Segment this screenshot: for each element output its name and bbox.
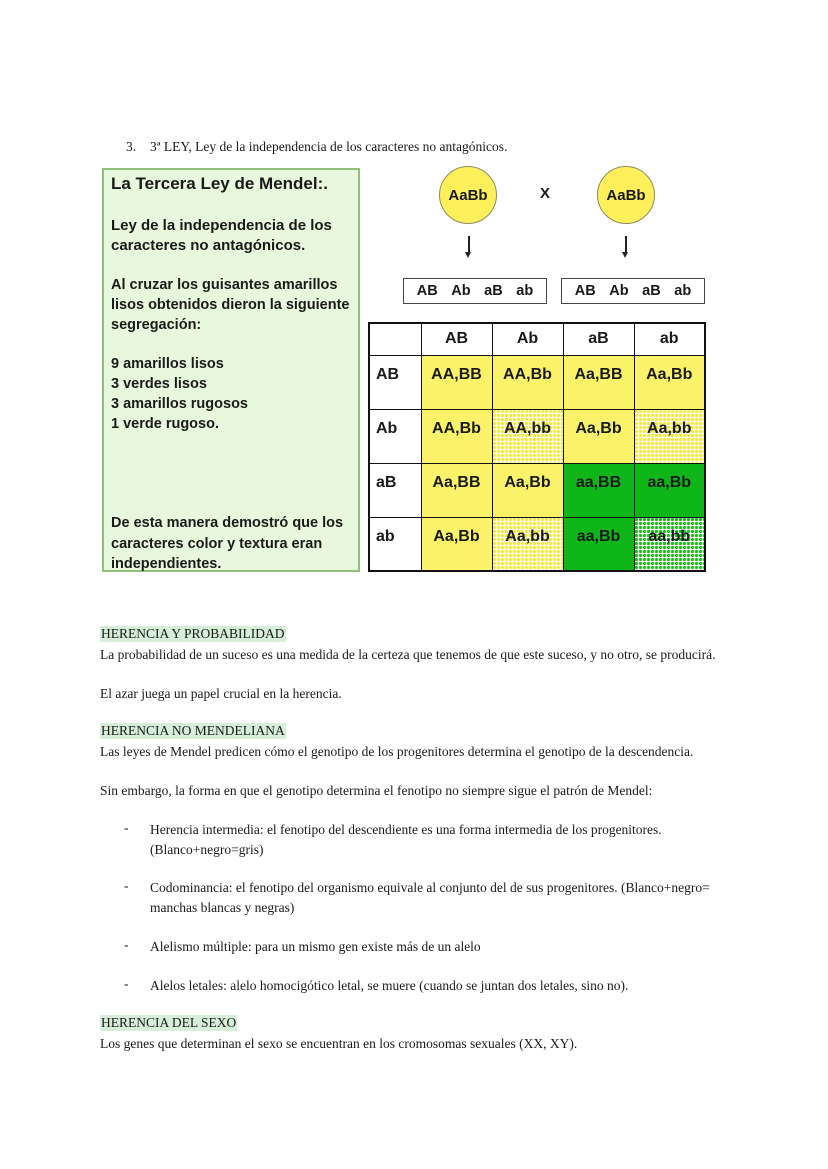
- punnett-col-header: Ab: [492, 323, 563, 355]
- list-item: 9 amarillos lisos: [111, 356, 224, 372]
- paragraph: Sin embargo, la forma en que el genotipo determina el fenotipo no siempre sigue el patrón de Mendel:: [100, 783, 653, 798]
- section-title-no-mendeliana: HERENCIA NO MENDELIANA: [101, 723, 285, 738]
- punnett-row-header: ab: [369, 517, 421, 571]
- punnett-cell: Aa,Bb: [421, 517, 492, 571]
- punnett-cell: Aa,bb: [492, 517, 563, 571]
- paragraph: Las leyes de Mendel predicen cómo el genotipo de los progenitores determina el genotipo de la descendencia.: [100, 744, 694, 759]
- paragraph: El azar juega un papel crucial en la herencia.: [100, 686, 342, 701]
- gamete: AB: [416, 283, 438, 299]
- punnett-row-header: AB: [369, 355, 421, 409]
- list-item: Codominancia: el fenotipo del organismo equivale al conjunto del de sus progenitores. (Blanco+negro= manchas blancas y negras): [150, 880, 710, 915]
- mendel-law-box: [102, 168, 360, 572]
- paragraph: La probabilidad de un suceso es una medida de la certeza que tenemos de que este suceso, y no otro, se producirá.: [100, 647, 716, 662]
- gamete: aB: [642, 283, 661, 299]
- section-title-sexo: HERENCIA DEL SEXO: [101, 1015, 237, 1030]
- punnett-cell: AA,Bb: [492, 355, 563, 409]
- cross-symbol: X: [540, 185, 551, 202]
- punnett-cell: AA,Bb: [421, 409, 492, 463]
- list-item: 1 verde rugoso.: [111, 416, 219, 432]
- list-item: Herencia intermedia: el fenotipo del descendiente es una forma intermedia de los progenitores. (Blanco+negro=gris): [150, 822, 662, 857]
- gamete: Ab: [609, 283, 629, 299]
- punnett-square: [368, 322, 706, 572]
- box-title: La Tercera Ley de Mendel:.: [111, 174, 328, 193]
- punnett-cell: Aa,Bb: [563, 409, 634, 463]
- punnett-col-header: AB: [421, 323, 492, 355]
- box-paragraph: Al cruzar los guisantes amarillos lisos obtenidos dieron la siguiente segregación:: [111, 277, 350, 333]
- punnett-cell: Aa,bb: [634, 409, 705, 463]
- list-item: Alelos letales: alelo homocigótico letal, se muere (cuando se juntan dos letales, sino no).: [150, 978, 629, 993]
- gamete: Ab: [451, 283, 471, 299]
- punnett-cell: Aa,Bb: [634, 355, 705, 409]
- punnett-cell: aa,BB: [563, 463, 634, 517]
- punnett-cell: aa,Bb: [563, 517, 634, 571]
- list-item: 3 amarillos rugosos: [111, 396, 248, 412]
- box-conclusion: De esta manera demostró que los caracteres color y textura eran independientes.: [111, 515, 344, 572]
- punnett-cell: aa,Bb: [634, 463, 705, 517]
- paragraph: Los genes que determinan el sexo se encuentran en los cromosomas sexuales (XX, XY).: [100, 1036, 578, 1051]
- list-item: 3 verdes lisos: [111, 376, 207, 392]
- gamete: ab: [516, 283, 534, 299]
- gamete: AB: [574, 283, 596, 299]
- law-title: 3ª LEY, Ley de la independencia de los caracteres no antagónicos.: [150, 139, 508, 154]
- gametes-parent-2: [561, 278, 705, 304]
- law-heading: [126, 139, 507, 155]
- box-segregation-list: [111, 354, 248, 434]
- punnett-cell: AA,BB: [421, 355, 492, 409]
- punnett-cell: aa,bb: [634, 517, 705, 571]
- arrow-down-icon: [468, 236, 470, 254]
- arrow-down-icon: [625, 236, 627, 254]
- box-subtitle: Ley de la independencia de los caracteres no antagónicos.: [111, 217, 332, 254]
- bullet-marker: -: [124, 976, 129, 991]
- list-item: Alelismo múltiple: para un mismo gen existe más de un alelo: [150, 939, 481, 954]
- parent-1-genotype: AaBb: [439, 166, 497, 224]
- section-title-probabilidad: HERENCIA Y PROBABILIDAD: [101, 626, 285, 641]
- punnett-row-header: Ab: [369, 409, 421, 463]
- punnett-col-header: aB: [563, 323, 634, 355]
- bullet-marker: -: [124, 878, 129, 893]
- gametes-parent-1: [403, 278, 547, 304]
- punnett-cell: Aa,BB: [421, 463, 492, 517]
- punnett-cell: Aa,BB: [563, 355, 634, 409]
- bullet-marker: -: [124, 937, 129, 952]
- punnett-col-header: ab: [634, 323, 705, 355]
- punnett-row-header: aB: [369, 463, 421, 517]
- gamete: ab: [674, 283, 692, 299]
- parent-2-genotype: AaBb: [597, 166, 655, 224]
- punnett-cell: Aa,Bb: [492, 463, 563, 517]
- law-number: 3.: [126, 139, 137, 154]
- punnett-cell: AA,bb: [492, 409, 563, 463]
- gamete: aB: [484, 283, 503, 299]
- bullet-marker: -: [124, 820, 129, 835]
- punnett-corner: [369, 323, 421, 355]
